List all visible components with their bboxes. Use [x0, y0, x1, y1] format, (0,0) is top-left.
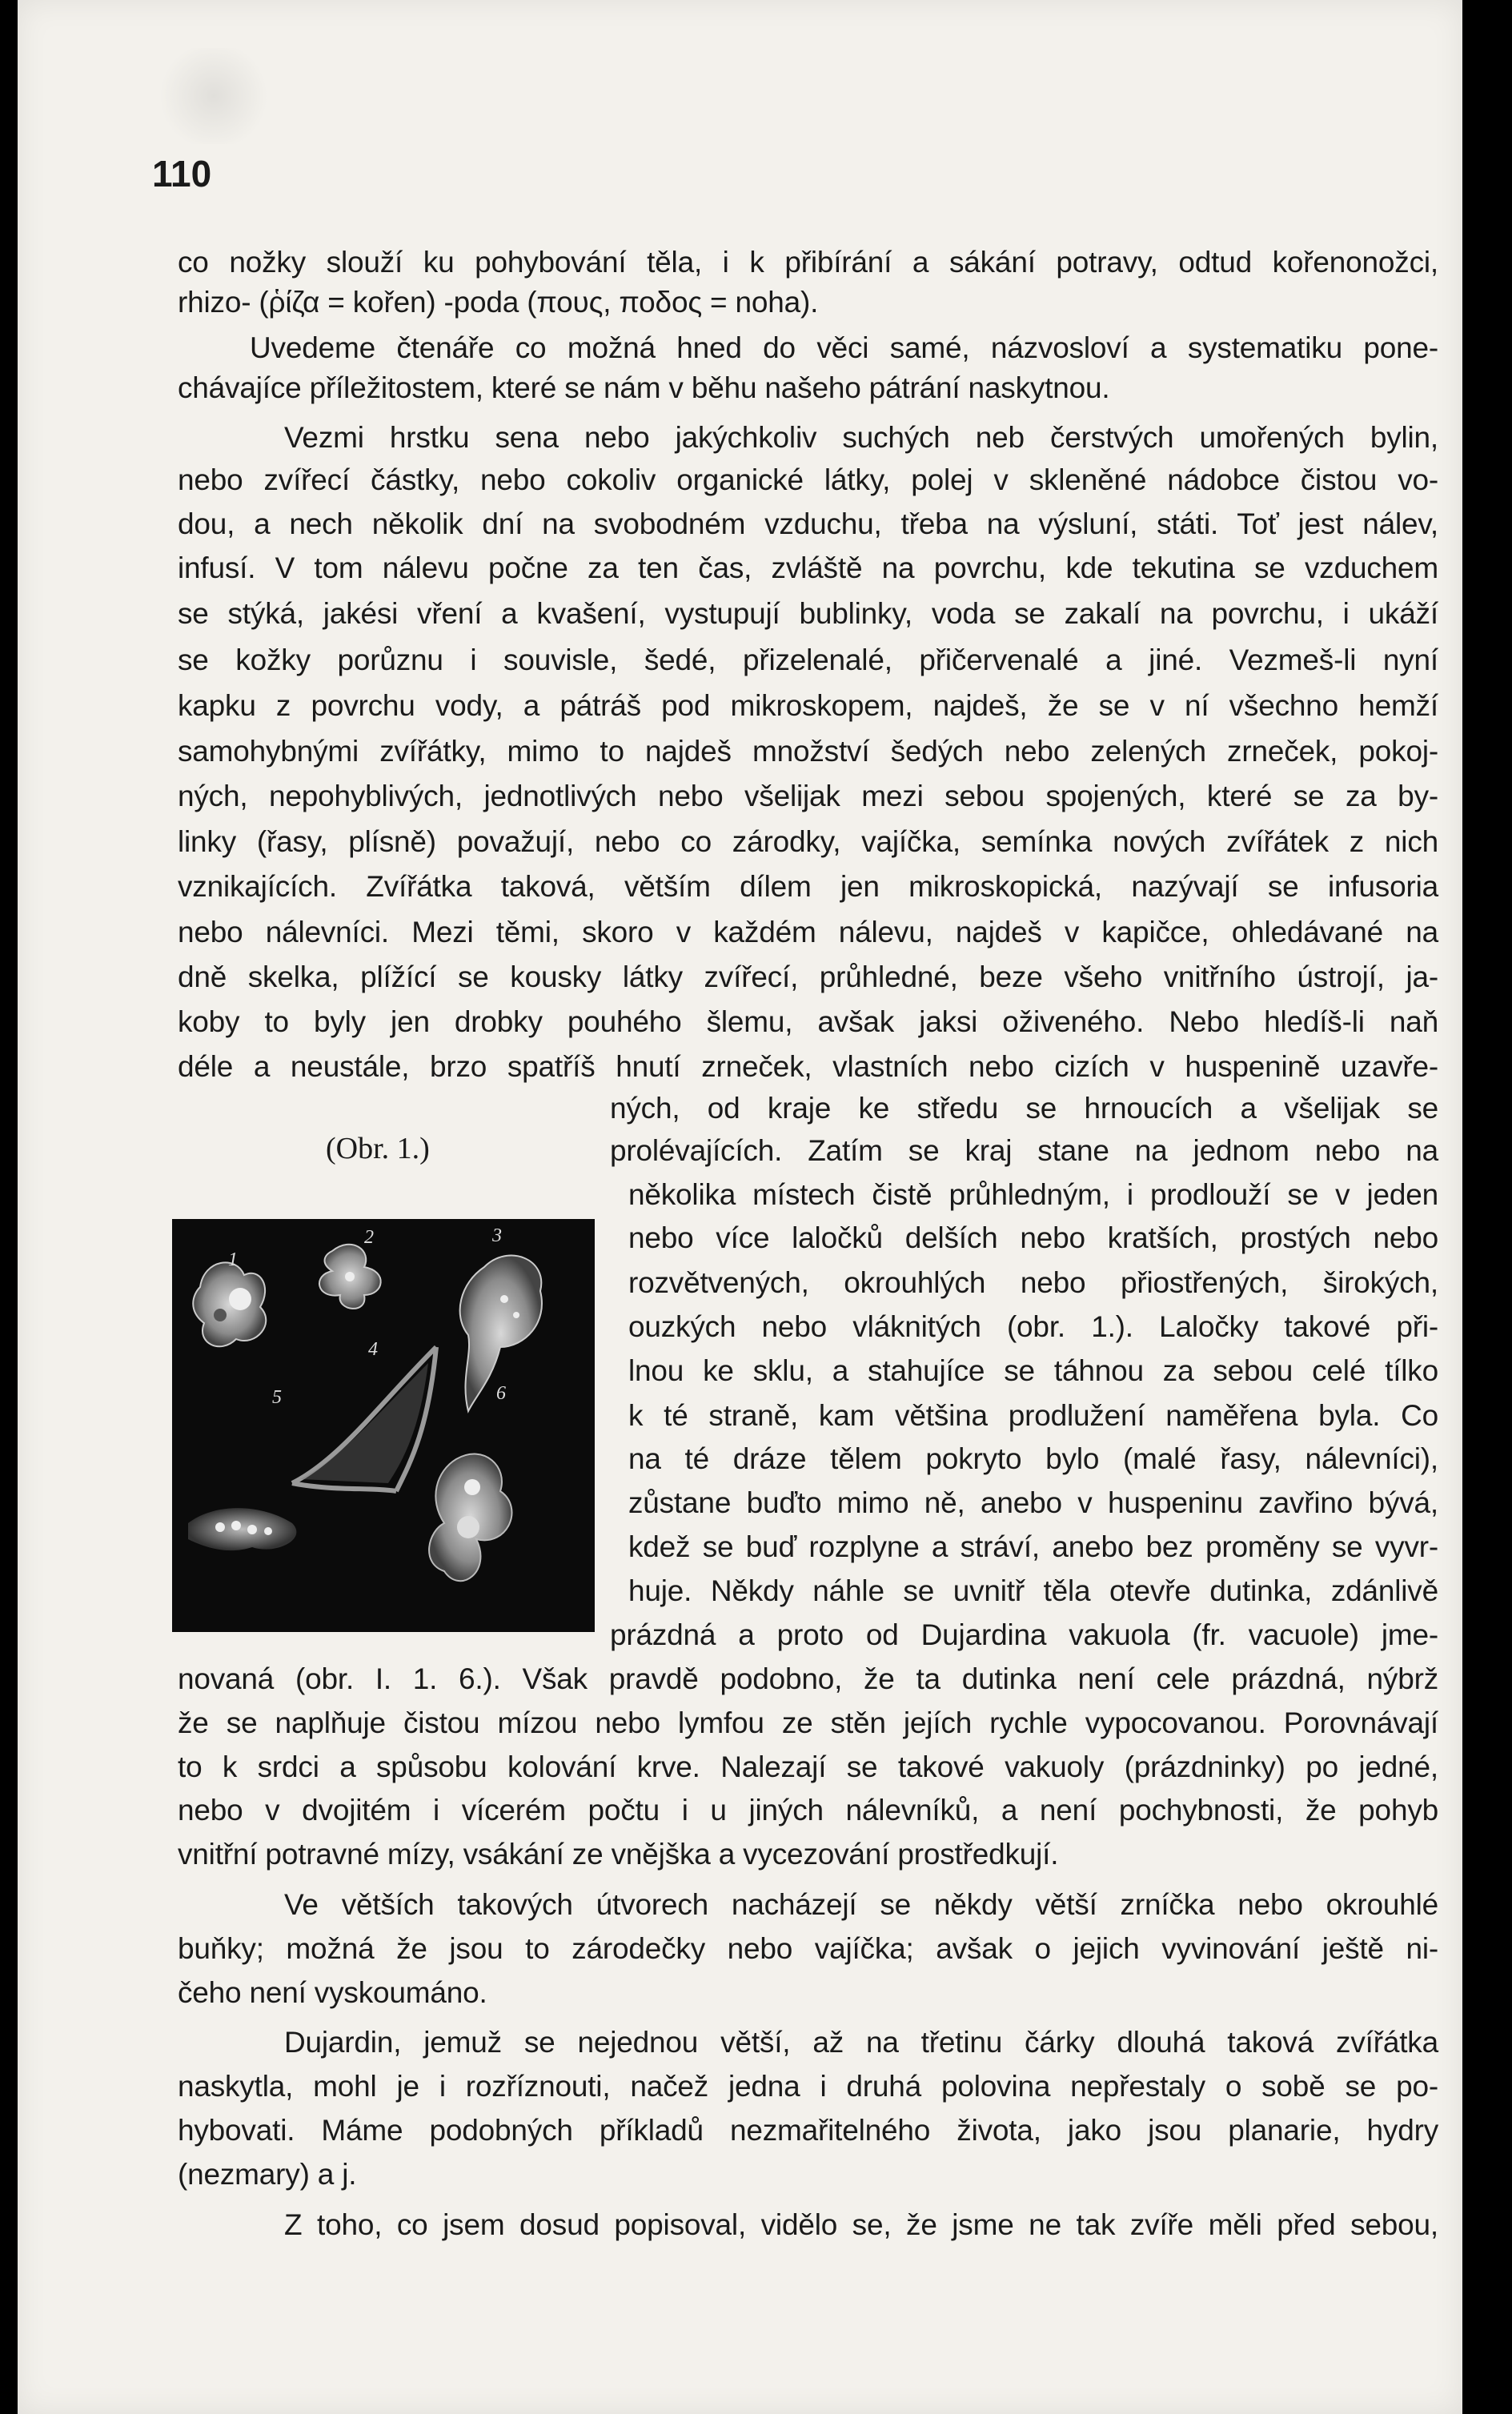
- side-text-line: několika místech čistě průhledným, i prodlouží se v jeden: [628, 1178, 1438, 1211]
- figure-label-1: 1: [228, 1249, 238, 1270]
- text-line: infusí. V tom nálevu počne za ten čas, zvláště na povrchu, kde tekutina se vzduchem: [178, 551, 1438, 584]
- text-line: chávajíce příležitostem, které se nám v běhu našeho pátrání naskytnou.: [178, 371, 1110, 404]
- text-line: Vezmi hrstku sena nebo jakýchkoliv suchých neb čerstvých umořených bylin,: [284, 421, 1438, 454]
- book-page: [18, 0, 1462, 2414]
- figure-label-6: 6: [496, 1383, 506, 1404]
- text-line: kapku z povrchu vody, a pátráš pod mikroskopem, najdeš, že se v ní všechno hemží: [178, 689, 1438, 722]
- side-text-line: rozvětvených, okrouhlých nebo přiostřených, širokých,: [628, 1266, 1438, 1299]
- side-text-line: ouzkých nebo vláknitých (obr. 1.). Laločky takové při-: [628, 1310, 1438, 1343]
- text-line: buňky; možná že jsou to zárodečky nebo vajíčka; avšak o jejich vyvinování ještě ni-: [178, 1932, 1438, 1965]
- amoeba-1: [193, 1262, 266, 1346]
- side-text-line: prolévajících. Zatím se kraj stane na jednom nebo na: [610, 1134, 1438, 1167]
- text-line: Ve větších takových útvorech nacházejí se někdy větší zrníčka nebo okrouhlé: [284, 1888, 1438, 1921]
- page-smudge: [154, 48, 274, 144]
- text-line: koby to byly jen drobky pouhého šlemu, avšak jaksi oživeného. Nebo hledíš-li naň: [178, 1005, 1438, 1038]
- text-line: Uvedeme čtenáře co možná hned do věci samé, názvosloví a systematiku pone-: [250, 331, 1438, 364]
- page-number: 110: [152, 153, 212, 194]
- figure-label-5: 5: [272, 1387, 282, 1408]
- text-line: čeho není vyskoumáno.: [178, 1976, 487, 2009]
- text-line: nebo nálevníci. Mezi těmi, skoro v každém nálevu, najdeš v kapičce, ohledávané na: [178, 916, 1438, 948]
- figure-drawing: [172, 1219, 595, 1632]
- text-line: samohybnými zvířátky, mimo to najdeš množství šedých nebo zelených zrneček, pokoj-: [178, 735, 1438, 768]
- text-line: rhizo- (ῥίζα = kořen) -poda (πους, ποδος = noha).: [178, 286, 819, 319]
- text-line: dně skelka, plížící se kousky látky zvířecí, průhledné, beze všeho vnitřního ústrojí, ja-: [178, 960, 1438, 993]
- text-line: nebo v dvojitém i vícerém počtu i u jiných nálevníků, a není pochybnosti, že pohyb: [178, 1794, 1438, 1827]
- text-line: nebo zvířecí částky, nebo cokoliv organické látky, polej v skleněné nádobce čistou vo-: [178, 463, 1438, 496]
- text-line: Dujardin, jemuž se nejednou větší, až na třetinu čárky dlouhá taková zvířátka: [284, 2026, 1438, 2059]
- amoeba-5: [188, 1508, 296, 1550]
- text-line: vznikajících. Zvířátka taková, větším dílem jen mikroskopická, nazývají se infusoria: [178, 870, 1438, 903]
- side-text-line: kdež se buď rozplyne a stráví, anebo bez proměny se vyvr-: [628, 1530, 1438, 1563]
- text-line: (nezmary) a j.: [178, 2158, 357, 2191]
- figure-label-2: 2: [364, 1227, 374, 1248]
- side-text-line: nebo více laločků delších nebo kratších, prostých nebo: [628, 1221, 1438, 1254]
- text-line: vnitřní potravné mízy, vsákání ze vnějška a vycezování prostředkují.: [178, 1838, 1059, 1871]
- text-line: linky (řasy, plísně) považují, nebo co zárodky, vajíčka, semínka nových zvířátek z nich: [178, 825, 1438, 858]
- figure-caption: (Obr. 1.): [326, 1132, 430, 1165]
- text-line: se stýká, jakési vření a kvašení, vystupují bublinky, voda se zakalí na povrchu, i ukáží: [178, 597, 1438, 630]
- figure-label-4: 4: [368, 1339, 378, 1360]
- side-text-line: huje. Někdy náhle se uvnitř těla otevře dutinka, zdánlivě: [628, 1574, 1438, 1607]
- text-line: že se naplňuje čistou mízou nebo lymfou ze stěn jejích rychle vypocovanou. Porovnávají: [178, 1706, 1438, 1739]
- side-text-line: prázdná a proto od Dujardina vakuola (fr. vacuole) jme-: [610, 1618, 1438, 1651]
- text-line: se kožky porůznu i souvisle, šedé, přizelenalé, přičervenalé a jiné. Vezmeš-li nyní: [178, 644, 1438, 676]
- text-line: co nožky slouží ku pohybování těla, i k přibírání a sákání potravy, odtud kořenonožci,: [178, 246, 1438, 279]
- figure-amoebae: [172, 1219, 595, 1632]
- text-line: to k srdci a spůsobu kolování krve. Nalezají se takové vakuoly (prázdninky) po jedné,: [178, 1750, 1438, 1783]
- side-text-line: k té straně, kam většina prodlužení naměřena byla. Co: [628, 1399, 1438, 1432]
- side-text-line: lnou ke sklu, a stahujíce se táhnou za sebou celé tílko: [628, 1354, 1438, 1387]
- text-line: Z toho, co jsem dosud popisoval, vidělo se, že jsme ne tak zvíře měli před sebou,: [284, 2208, 1438, 2241]
- text-line: hybovati. Máme podobných příkladů nezmařitelného života, jako jsou planarie, hydry: [178, 2114, 1438, 2147]
- side-text-line: zůstane buďto mimo ně, anebo v huspeninu zavřino bývá,: [628, 1486, 1438, 1519]
- side-text-line: na té dráze tělem pokryto bylo (malé řasy, nálevníci),: [628, 1442, 1438, 1475]
- side-text-line: ných, od kraje ke středu se hrnoucích a všelijak se: [610, 1092, 1438, 1125]
- text-line: novaná (obr. I. 1. 6.). Však pravdě podobno, že ta dutinka není cele prázdná, nýbrž: [178, 1662, 1438, 1695]
- text-line: ných, nepohyblivých, jednotlivých nebo všelijak mezi sebou spojených, které se za by-: [178, 780, 1438, 812]
- text-line: déle a neustále, brzo spatříš hnutí zrneček, vlastních nebo cizích v huspenině uzavře-: [178, 1050, 1438, 1083]
- text-line: naskytla, mohl je i rozříznouti, načež jedna i druhá polovina nepřestaly o sobě se po-: [178, 2070, 1438, 2103]
- text-line: dou, a nech několik dní na svobodném vzduchu, třeba na výsluní, státi. Toť jest nálev,: [178, 507, 1438, 540]
- figure-label-3: 3: [492, 1225, 502, 1246]
